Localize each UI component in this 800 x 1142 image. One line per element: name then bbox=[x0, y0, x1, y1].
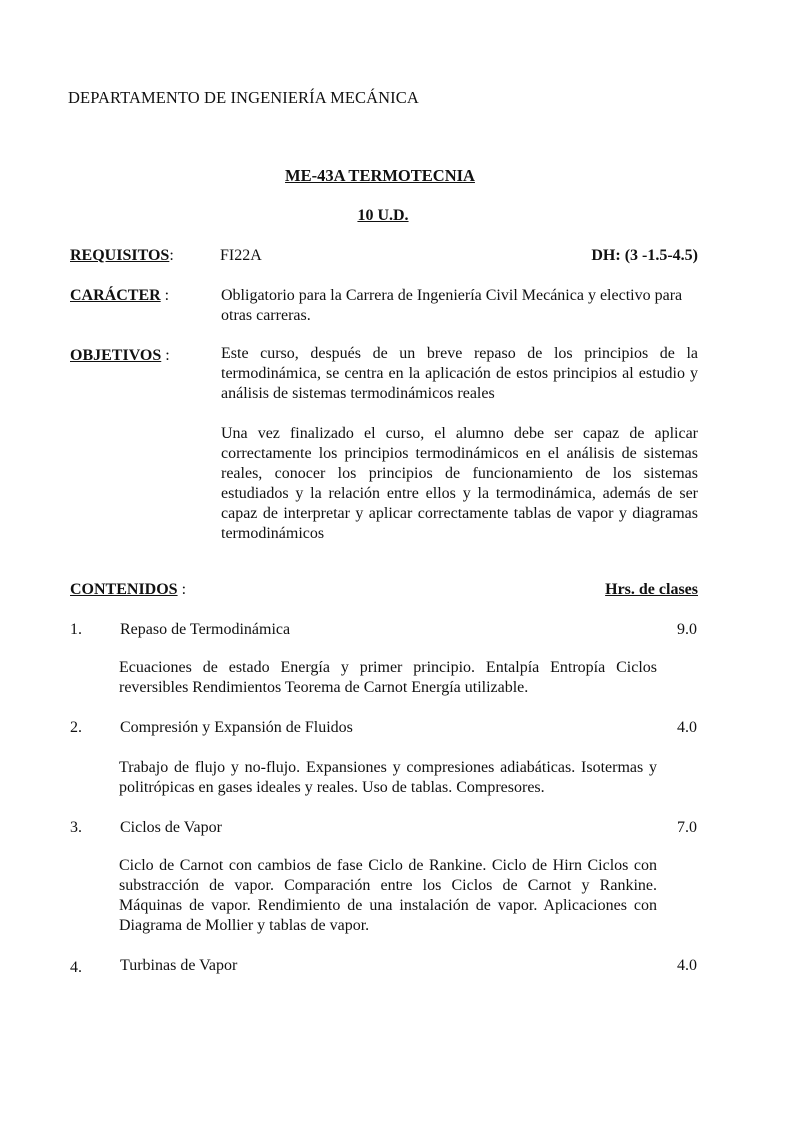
caracter-label bbox=[70, 286, 169, 306]
item-3-title: Ciclos de Vapor bbox=[120, 819, 222, 836]
department-heading: DEPARTAMENTO DE INGENIERÍA MECÁNICA bbox=[68, 88, 419, 107]
item-1-hours: 9.0 bbox=[677, 621, 697, 638]
course-title: ME-43A TERMOTECNIA bbox=[285, 166, 475, 185]
item-2-title: Compresión y Expansión de Fluidos bbox=[120, 719, 353, 736]
caracter-value: Obligatorio para la Carrera de Ingeniería Civil Mecánica y electivo para otras carreras. bbox=[221, 287, 683, 324]
objetivos-colon bbox=[161, 347, 169, 364]
dh-value: DH: (3 -1.5-4.5) bbox=[591, 247, 698, 264]
objetivos-colon-char: : bbox=[165, 347, 170, 364]
item-3-hours: 7.0 bbox=[677, 819, 697, 836]
requisitos-colon: : bbox=[169, 247, 174, 264]
caracter-label-text: CARÁCTER bbox=[70, 287, 161, 304]
objetivos-paragraph-2: Una vez finalizado el curso, el alumno debe ser capaz de aplicar correctamente los principios termodinámicos en el análisis de sistemas reales, conocer los principios de funcionamiento de los sistemas estudiados y la relación entre ellos y la termodinámica, además de ser capaz de interpretar y aplicar correctamente tablas de vapor y diagramas termodinámicos bbox=[221, 425, 698, 542]
requisitos-value: FI22A bbox=[220, 247, 262, 264]
contenidos-colon bbox=[178, 581, 186, 598]
item-1-number: 1. bbox=[70, 621, 82, 638]
item-2-description: Trabajo de flujo y no-flujo. Expansiones y compresiones adiabáticas. Isotermas y politrópicas en gases ideales y reales. Uso de tablas. Compresores. bbox=[119, 759, 657, 796]
objetivos-label-text: OBJETIVOS bbox=[70, 347, 162, 364]
objetivos-paragraph-1: Este curso, después de un breve repaso de los principios de la termodinámica, se centra en la aplicación de estos principios al estudio y análisis de sistemas termodinámicos reales bbox=[221, 345, 698, 402]
requisitos-label-text: REQUISITOS bbox=[70, 247, 170, 264]
objetivos-label bbox=[70, 346, 170, 366]
caracter-colon bbox=[161, 287, 169, 304]
contenidos-colon-char: : bbox=[181, 581, 187, 598]
item-4-number: 4. bbox=[70, 959, 82, 976]
item-4-title: Turbinas de Vapor bbox=[120, 957, 238, 974]
item-2-number: 2. bbox=[70, 719, 82, 736]
requisitos-label bbox=[70, 246, 174, 266]
contenidos-label-text: CONTENIDOS bbox=[70, 581, 178, 598]
item-1-title: Repaso de Termodinámica bbox=[120, 621, 291, 638]
item-1-description: Ecuaciones de estado Energía y primer principio. Entalpía Entropía Ciclos reversibles Rendimientos Teorema de Carnot Energía utilizable. bbox=[119, 659, 657, 696]
course-units: 10 U.D. bbox=[357, 207, 409, 224]
item-3-number: 3. bbox=[70, 819, 82, 836]
item-2-hours: 4.0 bbox=[677, 719, 697, 736]
hours-header: Hrs. de clases bbox=[605, 581, 698, 598]
item-4-hours: 4.0 bbox=[677, 957, 697, 974]
item-3-description: Ciclo de Carnot con cambios de fase Ciclo de Rankine. Ciclo de Hirn Ciclos con substracción de vapor. Comparación entre los Ciclos de Carnot y Rankine. Máquinas de vapor. Rendimiento de una instalación de vapor. Aplicaciones con Diagrama de Mollier y tablas de vapor. bbox=[119, 857, 657, 934]
contenidos-label bbox=[70, 580, 186, 600]
caracter-colon-char: : bbox=[164, 287, 170, 304]
